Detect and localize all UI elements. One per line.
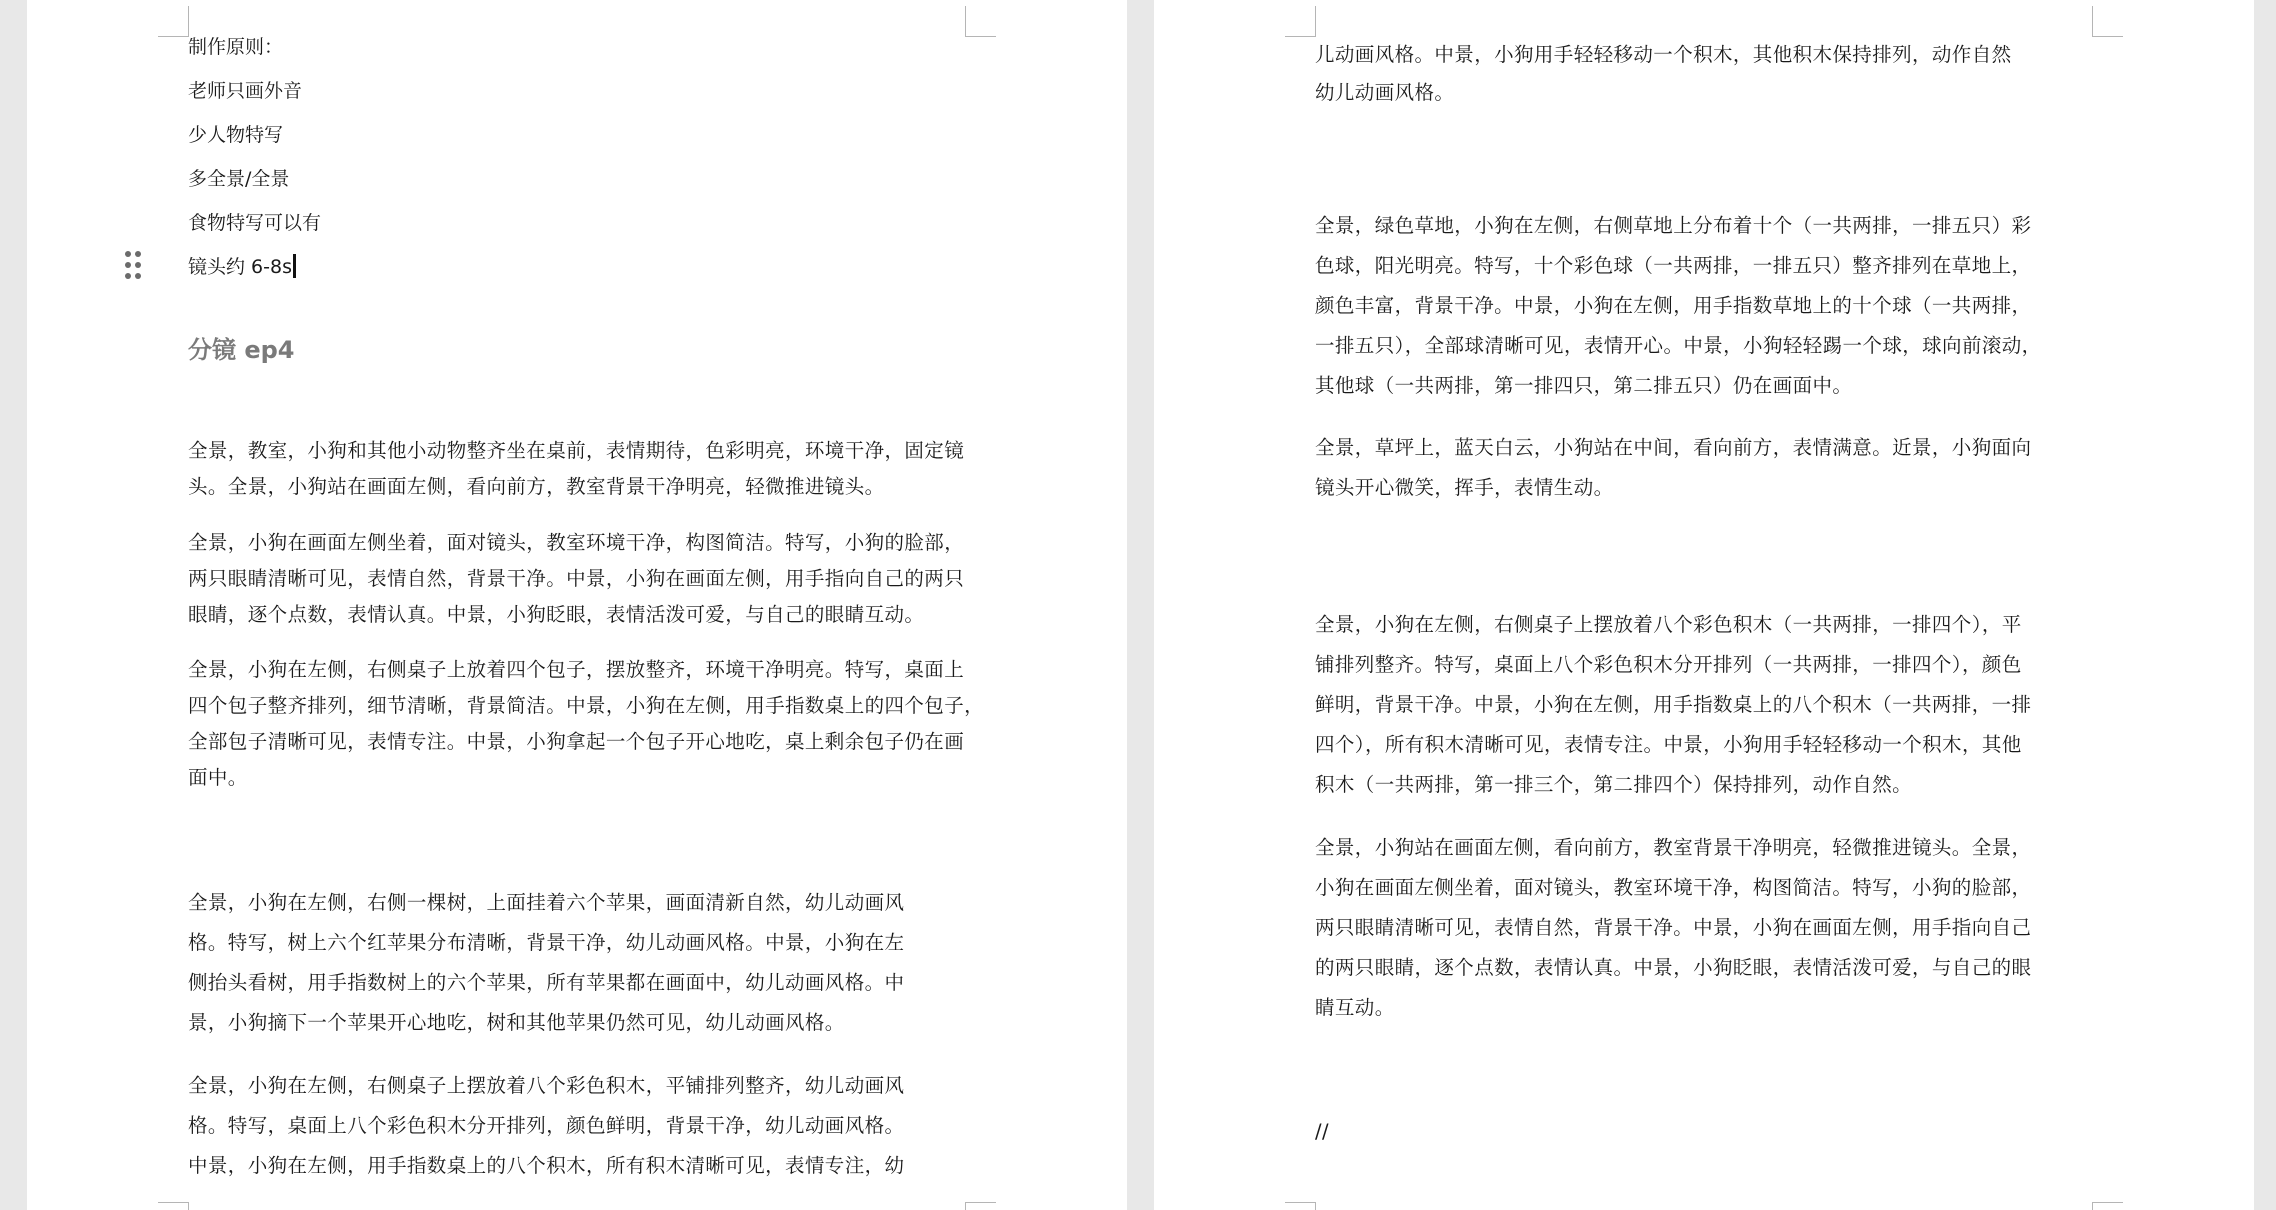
paragraph-line: 四个），所有积木清晰可见，表情专注。中景，小狗用手轻轻移动一个积木，其他 [1315,733,2022,756]
paragraph-line: 中景，小狗在左侧，用手指数桌上的八个积木，所有积木清晰可见，表情专注，幼 [188,1154,905,1177]
principle-line[interactable]: 多全景/全景 [188,168,290,190]
paragraph-line: 镜头开心微笑，挥手，表情生动。 [1315,476,1614,499]
storyboard-paragraph[interactable] [1315,605,2105,805]
margin-corner-top-right [2092,6,2123,37]
paragraph-line: 头。全景，小狗站在画面左侧，看向前方，教室背景干净明亮，轻微推进镜头。 [188,475,885,498]
storyboard-paragraph[interactable] [188,525,988,633]
margin-corner-bottom-left [158,1202,189,1210]
paragraph-line: 全景，小狗在左侧，右侧桌子上摆放着八个彩色积木，平铺排列整齐，幼儿动画风 [188,1074,905,1097]
paragraph-line: 四个包子整齐排列，细节清晰，背景简洁。中景，小狗在左侧，用手指数桌上的四个包子， [188,694,985,717]
paragraph-line: // [1315,1120,1329,1143]
document-page-left[interactable] [27,0,1127,1210]
paragraph-line: 鲜明，背景干净。中景，小狗在左侧，用手指数桌上的八个积木（一共两排，一排 [1315,693,2032,716]
paragraph-line: 儿动画风格。中景，小狗用手轻轻移动一个积木，其他积木保持排列，动作自然 [1315,43,2012,66]
block-drag-handle[interactable] [125,251,145,285]
paragraph-line: 其他球（一共两排，第一排四只，第二排五只）仍在画面中。 [1315,374,1853,397]
paragraph-line: 铺排列整齐。特写，桌面上八个彩色积木分开排列（一共两排，一排四个），颜色 [1315,653,2022,676]
paragraph-line: 全景，草坪上，蓝天白云，小狗站在中间，看向前方，表情满意。近景，小狗面向 [1315,436,2032,459]
paragraph-line: 幼儿动画风格。 [1315,81,1455,104]
document-page-right[interactable] [1154,0,2254,1210]
paragraph-line: 睛互动。 [1315,996,1395,1019]
paragraph-line: 全景，小狗在左侧，右侧一棵树，上面挂着六个苹果，画面清新自然，幼儿动画风 [188,891,905,914]
paragraph-line: 积木（一共两排，第一排三个，第二排四个）保持排列，动作自然。 [1315,773,1913,796]
paragraph-line: 小狗在画面左侧坐着，面对镜头，教室环境干净，构图简洁。特写，小狗的脸部， [1315,876,2032,899]
principle-line[interactable]: 少人物特写 [188,124,284,146]
paragraph-line: 格。特写，树上六个红苹果分布清晰，背景干净，幼儿动画风格。中景，小狗在左 [188,931,905,954]
storyboard-paragraph[interactable] [188,883,988,1043]
paragraph-line: 全部包子清晰可见，表情专注。中景，小狗拿起一个包子开心地吃，桌上剩余包子仍在画 [188,730,965,753]
paragraph-line: 一排五只），全部球清晰可见，表情开心。中景，小狗轻轻踢一个球，球向前滚动， [1315,334,2042,357]
paragraph-line: 色球，阳光明亮。特写，十个彩色球（一共两排，一排五只）整齐排列在草地上， [1315,254,2032,277]
paragraph-line: 全景，小狗在画面左侧坐着，面对镜头，教室环境干净，构图简洁。特写，小狗的脸部， [188,531,965,554]
paragraph-line: 面中。 [188,766,248,789]
storyboard-paragraph[interactable] [1315,36,2105,112]
paragraph-line: 全景，小狗在左侧，右侧桌子上摆放着八个彩色积木（一共两排，一排四个），平 [1315,613,2022,636]
paragraph-line: 格。特写，桌面上八个彩色积木分开排列，颜色鲜明，背景干净，幼儿动画风格。 [188,1114,905,1137]
principle-line[interactable]: 老师只画外音 [188,80,303,102]
margin-corner-bottom-right [2092,1202,2123,1210]
margin-corner-top-left [158,6,189,37]
storyboard-paragraph[interactable] [1315,428,2105,508]
margin-corner-top-right [965,6,996,37]
paragraph-line: 两只眼睛清晰可见，表情自然，背景干净。中景，小狗在画面左侧，用手指向自己的两只 [188,567,965,590]
text-cursor [293,254,296,278]
paragraph-line: 侧抬头看树，用手指数树上的六个苹果，所有苹果都在画面中，幼儿动画风格。中 [188,971,905,994]
storyboard-paragraph[interactable] [1315,206,2105,406]
paragraph-line: 景，小狗摘下一个苹果开心地吃，树和其他苹果仍然可见，幼儿动画风格。 [188,1011,845,1034]
section-heading[interactable]: 分镜 ep4 [188,336,295,364]
paragraph-line: 两只眼睛清晰可见，表情自然，背景干净。中景，小狗在画面左侧，用手指向自己 [1315,916,2032,939]
margin-corner-bottom-right [965,1202,996,1210]
storyboard-paragraph[interactable] [188,1066,988,1186]
principle-line-active[interactable] [188,253,296,281]
principle-line-text: 镜头约 6-8s [188,256,292,278]
storyboard-paragraph[interactable] [1315,828,2105,1028]
paragraph-line: 颜色丰富，背景干净。中景，小狗在左侧，用手指数草地上的十个球（一共两排， [1315,294,2032,317]
paragraph-line: 全景，绿色草地，小狗在左侧，右侧草地上分布着十个（一共两排，一排五只）彩 [1315,214,2032,237]
principles-title[interactable]: 制作原则： [188,36,284,58]
paragraph-line: 的两只眼睛，逐个点数，表情认真。中景，小狗眨眼，表情活泼可爱，与自己的眼 [1315,956,2032,979]
paragraph-line: 全景，教室，小狗和其他小动物整齐坐在桌前，表情期待，色彩明亮，环境干净，固定镜 [188,439,965,462]
paragraph-line: 全景，小狗站在画面左侧，看向前方，教室背景干净明亮，轻微推进镜头。全景， [1315,836,2032,859]
storyboard-paragraph[interactable] [1315,1114,2105,1150]
paragraph-line: 全景，小狗在左侧，右侧桌子上放着四个包子，摆放整齐，环境干净明亮。特写，桌面上 [188,658,965,681]
principle-line[interactable]: 食物特写可以有 [188,212,322,234]
storyboard-paragraph[interactable] [188,652,988,796]
margin-corner-bottom-left [1285,1202,1316,1210]
margin-corner-top-left [1285,6,1316,37]
storyboard-paragraph[interactable] [188,433,988,505]
paragraph-line: 眼睛，逐个点数，表情认真。中景，小狗眨眼，表情活泼可爱，与自己的眼睛互动。 [188,603,925,626]
